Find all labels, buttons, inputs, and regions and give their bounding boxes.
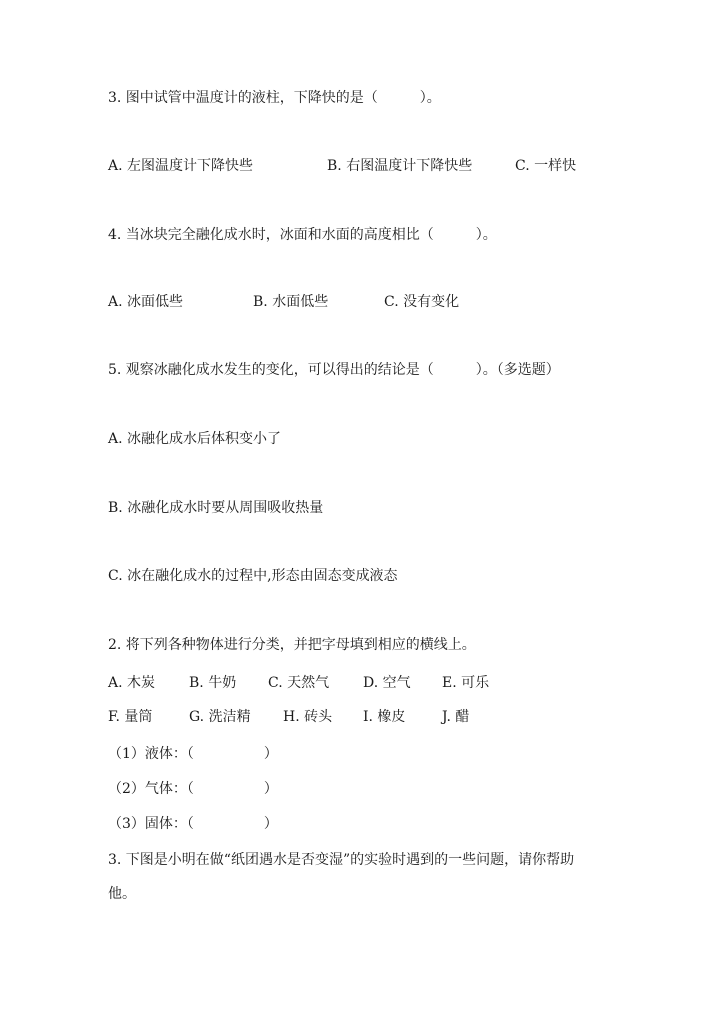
question-3b-line1: 3. 下图是小明在做“纸团遇水是否变湿”的实验时遇到的一些问题，请你帮助 [108, 852, 575, 868]
q5-option-a: A. 冰融化成水后体积变小了 [108, 431, 282, 447]
classify-item-c: C. 天然气 [268, 675, 330, 691]
q3-option-b: B. 右图温度计下降快些 [327, 158, 473, 174]
question-4: 4. 当冰块完全融化成水时，冰面和水面的高度相比（ ）。 [108, 227, 497, 243]
question-3b-line2: 他。 [108, 886, 136, 902]
question-3: 3. 图中试管中温度计的液柱，下降快的是（ ）。 [108, 90, 441, 106]
blank-solid: （3）固体：（ ） [108, 816, 278, 832]
classify-question: 2. 将下列各种物体进行分类，并把字母填到相应的横线上。 [108, 637, 476, 653]
classify-item-h: H. 砖头 [283, 709, 333, 725]
question-5: 5. 观察冰融化成水发生的变化，可以得出的结论是（ ）。（多选题） [108, 362, 560, 378]
blank-liquid: （1）液体：（ ） [108, 746, 278, 762]
classify-item-b: B. 牛奶 [189, 675, 237, 691]
q4-option-c: C. 没有变化 [384, 294, 460, 310]
classify-item-e: E. 可乐 [442, 675, 490, 691]
classify-item-d: D. 空气 [363, 675, 411, 691]
q4-option-b: B. 水面低些 [253, 294, 329, 310]
classify-item-a: A. 木炭 [108, 675, 156, 691]
q5-option-c: C. 冰在融化成水的过程中,形态由固态变成液态 [108, 568, 398, 584]
classify-item-g: G. 洗洁精 [189, 709, 251, 725]
classify-item-j: J. 醋 [442, 709, 470, 725]
classify-item-i: I. 橡皮 [363, 709, 406, 725]
blank-gas: （2）气体：（ ） [108, 781, 278, 797]
q3-option-a: A. 左图温度计下降快些 [108, 158, 254, 174]
q3-option-c: C. 一样快 [515, 158, 577, 174]
q4-option-a: A. 冰面低些 [108, 294, 184, 310]
classify-item-f: F. 量筒 [108, 709, 153, 725]
q5-option-b: B. 冰融化成水时要从周围吸收热量 [108, 500, 324, 516]
